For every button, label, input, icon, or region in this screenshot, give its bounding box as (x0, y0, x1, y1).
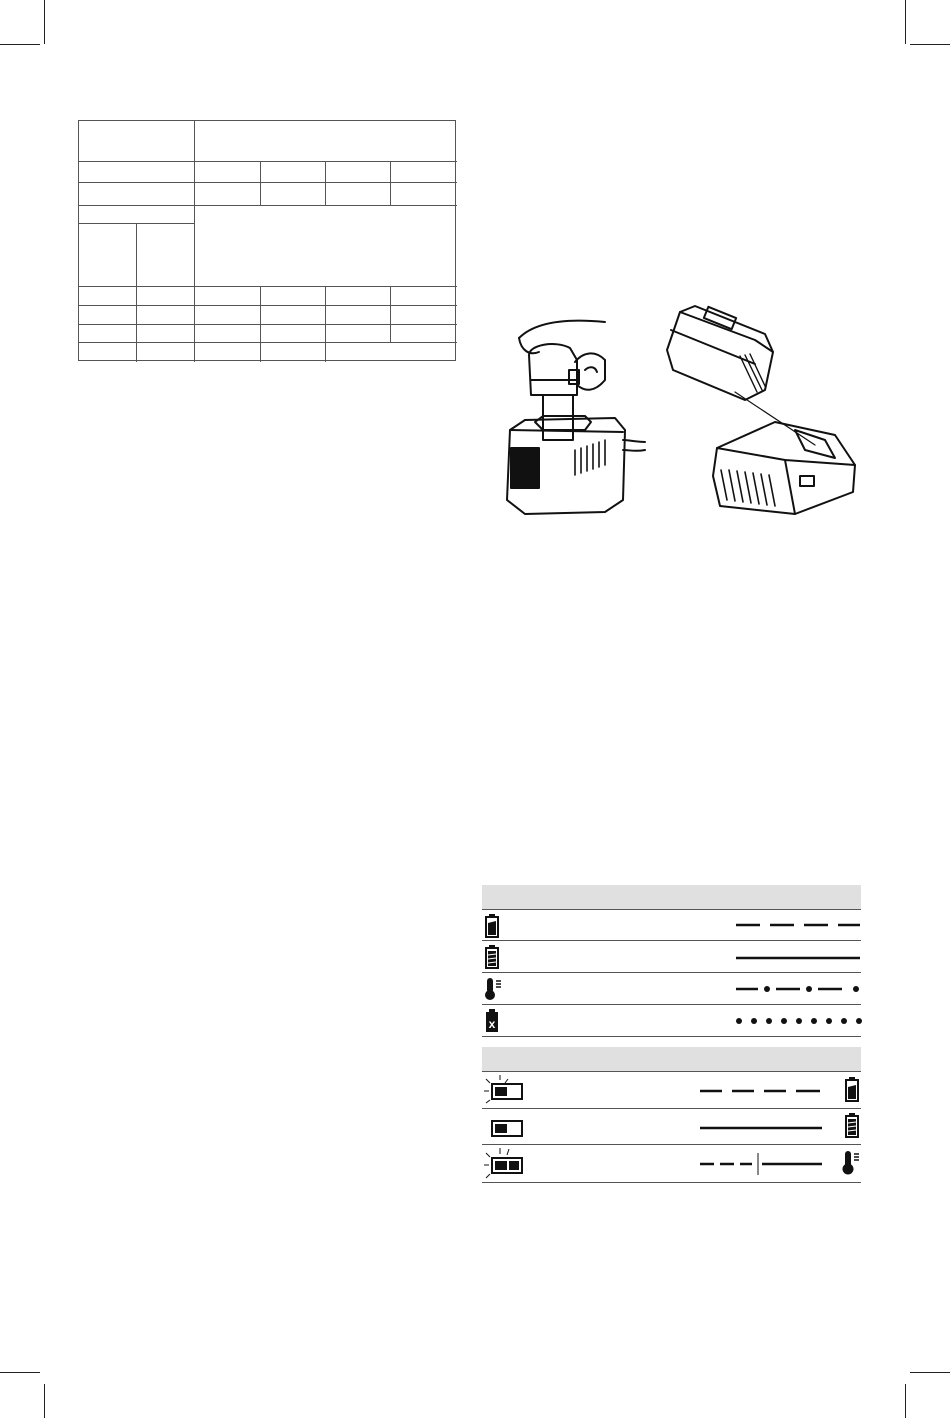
crop-mark-bottom-right-v (905, 1384, 906, 1418)
pattern-long-dashes (736, 922, 860, 928)
fuel-gauge-double-blink-icon (484, 1148, 526, 1180)
legend-row-charged (482, 941, 861, 973)
slide-charger-icon (667, 306, 855, 514)
pattern-solid (736, 955, 860, 961)
crop-mark-top-left-h (0, 44, 40, 45)
pattern-dash-then-solid (700, 1153, 824, 1175)
svg-text:x: x (488, 1017, 496, 1031)
fuel-gauge-icon (484, 1113, 526, 1141)
charger-section-header (482, 885, 861, 909)
battery-charging-icon (845, 1077, 859, 1103)
legend-row-bad-pack (482, 1005, 861, 1037)
pattern-dash-dot (736, 985, 860, 993)
charger-illustration (495, 300, 865, 530)
crop-mark-top-left-v (44, 0, 45, 44)
legend-row-hot-cold-delay (482, 973, 861, 1005)
pattern-long-dashes (700, 1088, 824, 1094)
crop-mark-bottom-left-h (0, 1372, 40, 1373)
thermometer-icon (842, 1150, 862, 1176)
crop-mark-bottom-right-h (910, 1372, 950, 1373)
crop-mark-top-right-h (910, 44, 950, 45)
battery-charging-icon (485, 914, 499, 938)
crop-mark-bottom-left-v (44, 1384, 45, 1418)
legend-row-charging (482, 909, 861, 941)
battery-fault-icon (485, 1009, 499, 1033)
indicator-legend (482, 885, 861, 1183)
pattern-solid (700, 1125, 824, 1131)
thermometer-icon (484, 977, 504, 1001)
spec-table (78, 120, 456, 361)
crop-mark-top-right-v (905, 0, 906, 44)
fuel-gauge-blinking-icon (484, 1075, 526, 1105)
battery-full-icon (485, 945, 499, 969)
battery-full-icon (845, 1113, 859, 1139)
pack-section-header (482, 1047, 861, 1071)
pattern-dots (736, 1017, 862, 1025)
upright-charger-icon (507, 321, 645, 514)
legend-row-pack-hot-cold (482, 1145, 861, 1183)
legend-row-pack-charged (482, 1109, 861, 1145)
legend-row-pack-charging (482, 1071, 861, 1109)
